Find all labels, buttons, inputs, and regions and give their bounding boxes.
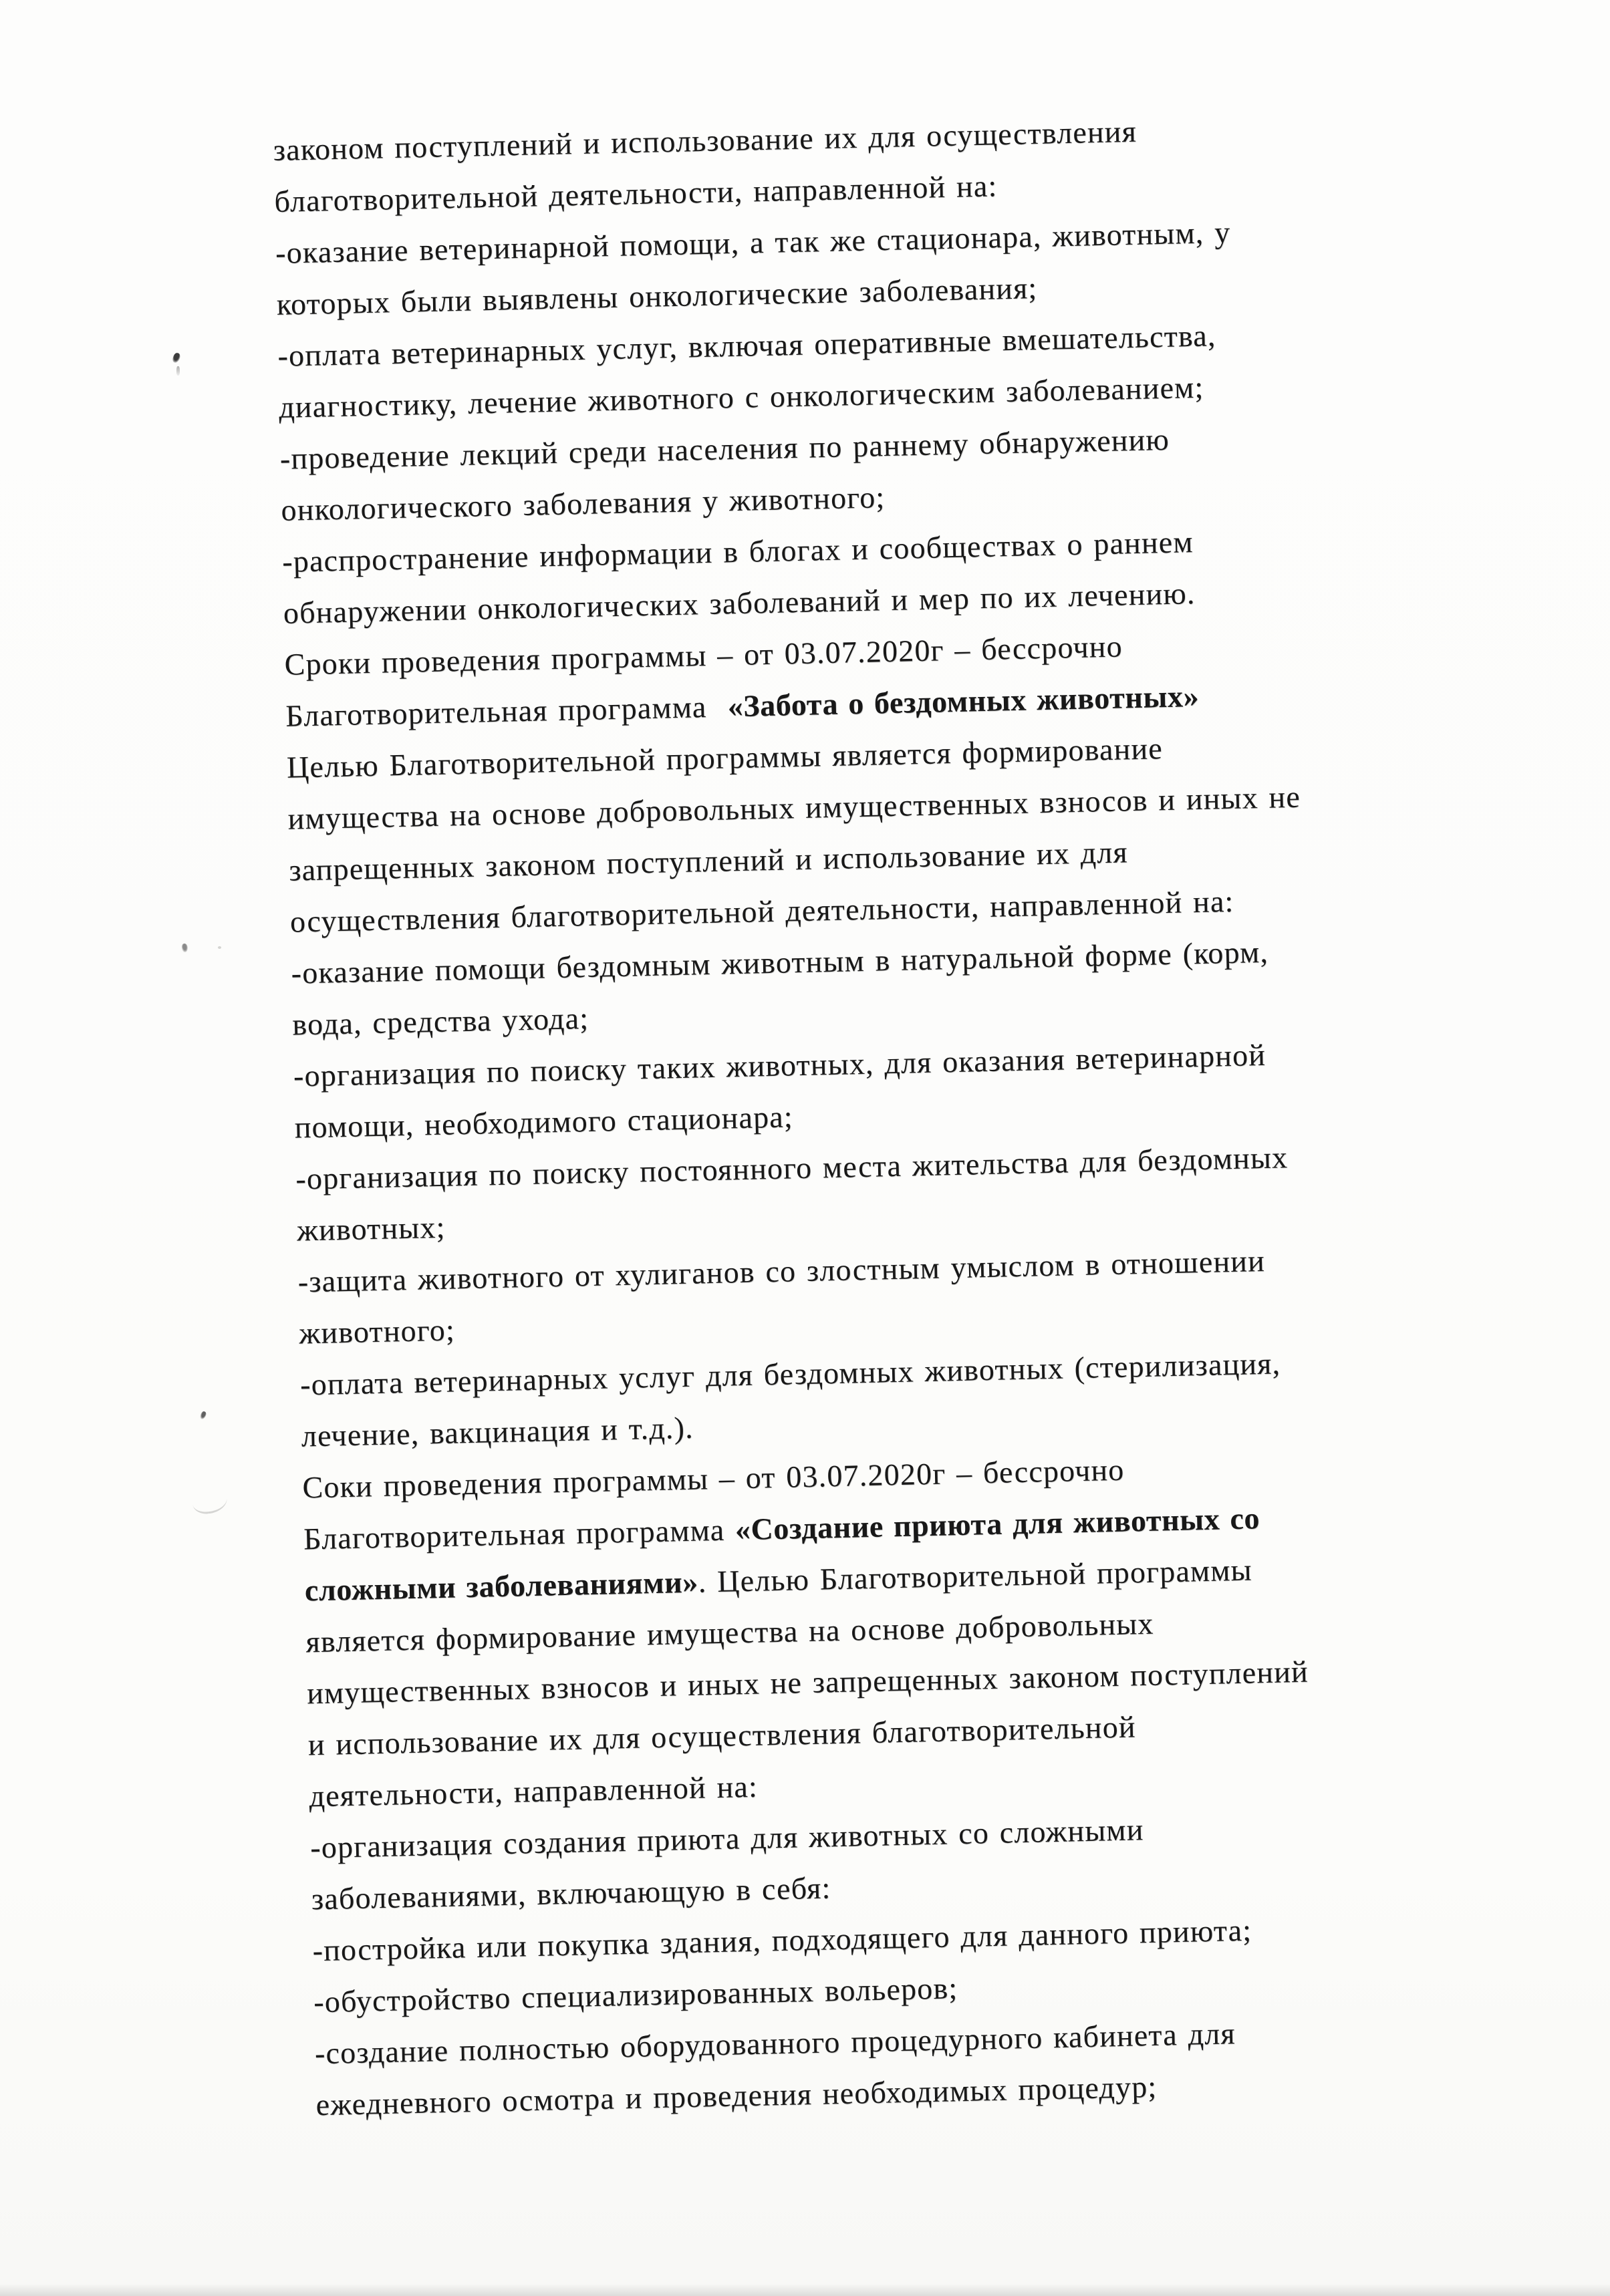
ink-speck: [172, 352, 181, 364]
text-segment: имущественных взносов и иных не запрещенных законом поступлений: [306, 1654, 1309, 1711]
text-segment: -защита животного от хулиганов со злостным умыслом в отношении: [297, 1244, 1266, 1299]
text-segment: благотворительной деятельности, направленной на:: [273, 168, 998, 219]
text-segment: Благотворительная программа: [303, 1512, 736, 1556]
text-segment: животного;: [298, 1312, 456, 1350]
text-segment: имущества на основе добровольных имущественных взносов и иных не: [287, 779, 1301, 836]
scan-smudge: [191, 1487, 229, 1515]
text-segment: -оказание ветеринарной помощи, а так же стационара, животным, у: [275, 214, 1231, 270]
text-segment: -обустройство специализированных вольеров;: [313, 1971, 958, 2019]
text-segment: лечение, вакцинация и т.д.).: [301, 1410, 694, 1453]
text-segment: которых были выявлены онкологические заболевания;: [276, 271, 1038, 321]
ink-speck: [181, 943, 188, 952]
text-segment: -проведение лекций среди населения по раннему обнаружению: [279, 422, 1170, 476]
text-segment: -оплата ветеринарных услуг для бездомных животных (стерилизация,: [299, 1346, 1281, 1402]
text-segment: -постройка или покупка здания, подходящего для данного приюта;: [312, 1912, 1252, 1968]
text-segment: -организация по поиску таких животных, для оказания ветеринарной: [293, 1037, 1266, 1093]
text-segment: -распространение информации в блогах и сообществах о раннем: [281, 525, 1194, 579]
text-segment: заболеваниями, включающую в себя:: [311, 1870, 831, 1916]
text-segment: Благотворительная программа: [285, 689, 728, 733]
document-text: [273, 96, 1610, 2130]
bold-text-segment: «Создание приюта для животных со: [734, 1501, 1260, 1547]
text-segment: -создание полностью оборудованного процедурного кабинета для: [314, 2016, 1236, 2071]
text-segment: Сроки проведения программы – от 03.07.2020г – бессрочно: [284, 629, 1123, 682]
text-segment: является формирование имущества на основе добровольных: [305, 1606, 1155, 1659]
scan-edge-shadow: [0, 2284, 1610, 2296]
text-segment: диагностику, лечение животного с онкологическим заболеванием;: [278, 370, 1204, 424]
text-segment: . Целью Благотворительной программы: [698, 1552, 1253, 1599]
ink-speck: [199, 1411, 207, 1420]
text-segment: Целью Благотворительной программы является формирование: [286, 731, 1164, 784]
text-segment: Соки проведения программы – от 03.07.2020г – бессрочно: [301, 1452, 1125, 1505]
text-segment: помощи, необходимого стационара;: [294, 1099, 794, 1145]
ink-speck: [218, 946, 221, 949]
text-segment: деятельности, направленной на:: [309, 1769, 759, 1814]
text-segment: обнаружении онкологических заболеваний и мер по их лечению.: [283, 576, 1196, 630]
text-segment: животных;: [296, 1209, 446, 1248]
text-segment: -организация по поиску постоянного места жительства для бездомных: [295, 1140, 1289, 1196]
text-segment: -оплата ветеринарных услуг, включая оперативные вмешательства,: [277, 318, 1217, 373]
bold-text-segment: «Забота о бездомных животных»: [727, 678, 1200, 724]
text-segment: и использование их для осуществления благотворительной: [307, 1709, 1137, 1762]
text-segment: -оказание помощи бездомным животным в натуральной форме (корм,: [291, 934, 1269, 990]
text-segment: онкологического заболевания у животного;: [281, 480, 886, 527]
bold-text-segment: сложными заболеваниями»: [304, 1564, 699, 1608]
text-segment: -организация создания приюта для животных со сложными: [309, 1812, 1145, 1865]
text-segment: запрещенных законом поступлений и использование их для: [288, 835, 1129, 887]
text-segment: законом поступлений и использование их для осуществления: [273, 114, 1137, 167]
ink-speck: [176, 366, 180, 376]
text-segment: ежедневного осмотра и проведения необходимых процедур;: [315, 2069, 1158, 2122]
text-segment: осуществления благотворительной деятельности, направленной на:: [289, 883, 1235, 939]
text-segment: вода, средства ухода;: [291, 1001, 589, 1042]
